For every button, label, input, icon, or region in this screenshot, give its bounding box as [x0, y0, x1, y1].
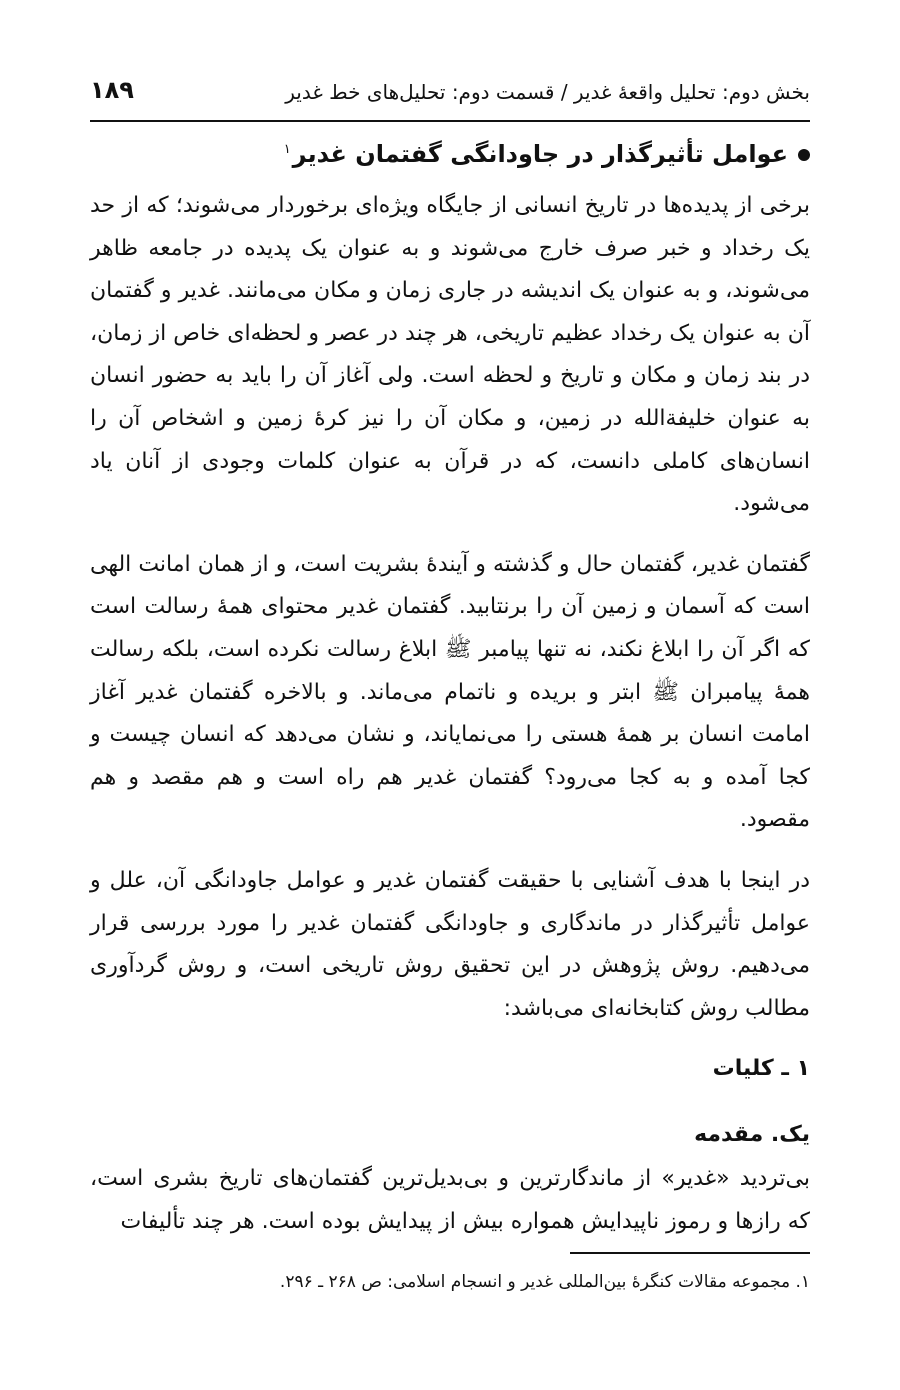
section-title: [284, 140, 810, 168]
page-number: ۱۸۹: [90, 76, 134, 104]
intro-paragraph: بی‌تردید «غدیر» از ماندگارترین و بی‌بدیل‌ترین گفتمان‌های تاریخ بشری است، که رازها و رموز ناپیدایش همواره بیش از پیدایش بوده است. هر چند تألیفات: [90, 1166, 810, 1234]
paragraph-2: گفتمان غدیر، گفتمان حال و گذشته و آیندهٔ بشریت است، و از همان امانت الهی است که آسمان و زمین آن را برنتابید. گفتمان غدیر محتوای همهٔ رسالت است که اگر آن را ابلاغ نکند، نه تنها پیامبر ﷺ ابلاغ رسالت نکرده است، بلکه رسالت همهٔ پیامبران ﷺ ابتر و بریده و ناتمام می‌ماند. و بالاخره گفتمان غدیر آغاز امامت انسان بر همهٔ هستی را می‌نمایاند، و نشان می‌دهد که انسان چیست و کجا آمده و به کجا می‌رود؟ گفتمان غدیر هم راه است و هم مقصد و هم مقصود.: [90, 551, 810, 833]
running-title: بخش دوم: تحلیل واقعهٔ غدیر / قسمت دوم: تحلیل‌های خط غدیر: [285, 80, 810, 104]
section-title-text: عوامل تأثیرگذار در جاودانگی گفتمان غدیر: [292, 140, 788, 168]
paragraph-3: در اینجا با هدف آشنایی با حقیقت گفتمان غدیر و عوامل جاودانگی آن، علل و عوامل تأثیرگذار در ماندگاری و جاودانگی گفتمان غدیر را مورد بررسی قرار می‌دهیم. روش پژوهش در این تحقیق روش تاریخی است، و روش گردآوری مطالب روش کتابخانه‌ای می‌باشد:: [90, 867, 810, 1021]
bullet-icon: [798, 149, 810, 161]
body-text: [90, 185, 810, 1243]
footnote: ۱. مجموعه مقالات کنگرهٔ بین‌المللی غدیر و انسجام اسلامی: ص ۲۶۸ ـ ۲۹۶.: [279, 1272, 810, 1292]
footnote-marker: ۱: [283, 142, 291, 157]
footnote-divider: [570, 1252, 810, 1254]
paragraph-1: برخی از پدیده‌ها در تاریخ انسانی از جایگاه ویژه‌ای برخوردار می‌شوند؛ که از حد یک رخداد و خبر صرف خارج می‌شوند و به عنوان یک پدیده در جامعه ظاهر می‌شوند، و به عنوان یک اندیشه در جاری زمان و مکان می‌مانند. غدیر و گفتمان آن به عنوان یک رخداد عظیم تاریخی، هر چند در عصر و لحظه‌ای خاص از زمان، در بند زمان و مکان و تاریخ و لحظه است. ولی آغاز آن را باید به حضور انسان به عنوان خلیفةالله در زمین، و مکان آن را نیز کرهٔ زمین و اشخاص آن را انسان‌های کاملی دانست، که در قرآن به عنوان کلمات وجودی از آنان یاد می‌شود.: [90, 193, 810, 517]
subheading-intro: یک. مقدمه: [694, 1122, 810, 1148]
subheading-generalities: ۱ ـ کلیات: [712, 1056, 810, 1082]
page-header: [90, 74, 810, 122]
